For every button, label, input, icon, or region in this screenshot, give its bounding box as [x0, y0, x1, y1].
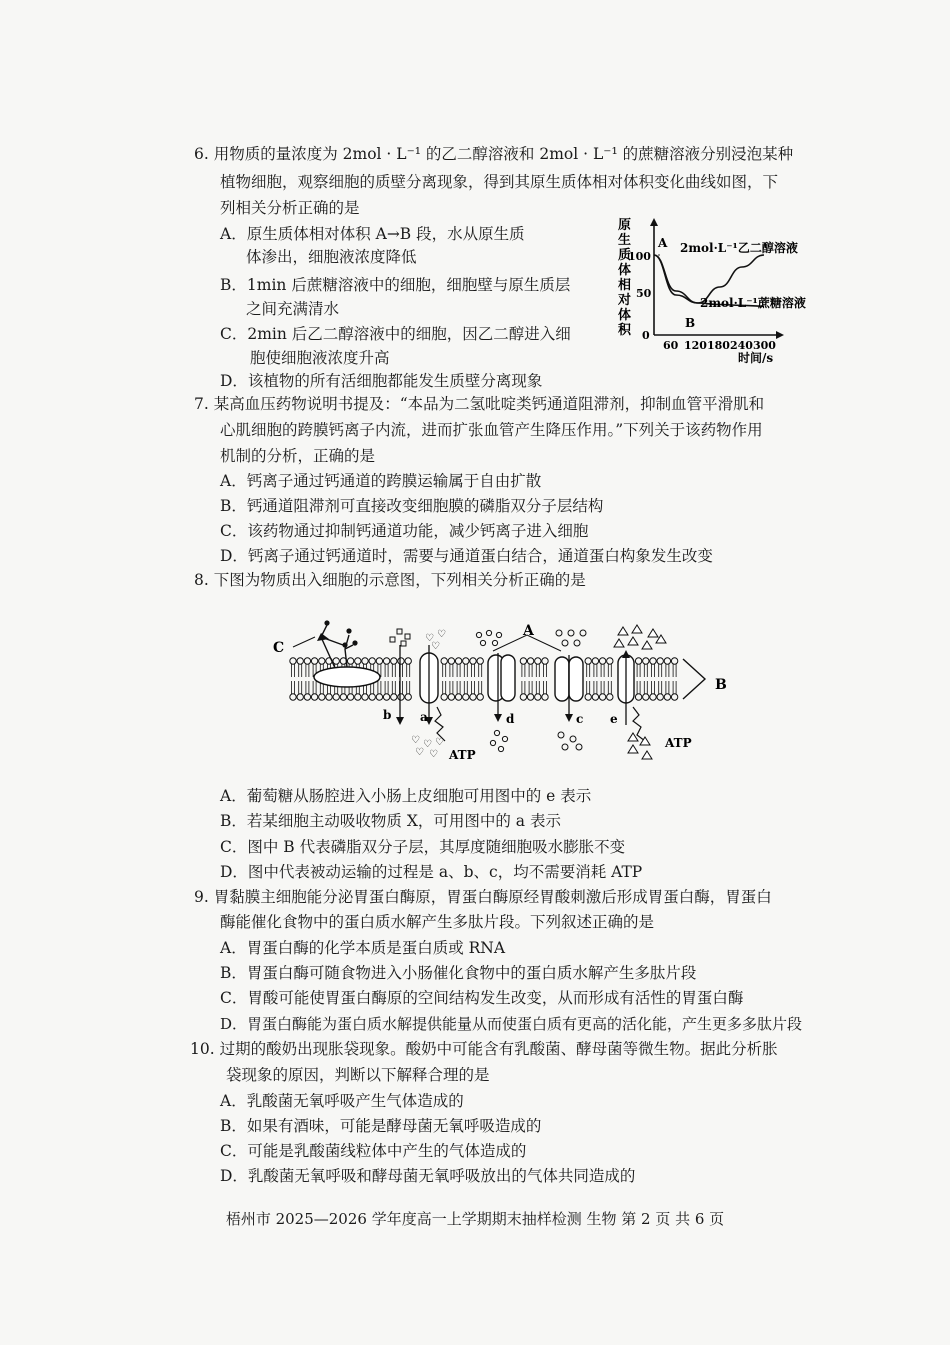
phospholipid-inner [383, 681, 389, 700]
phospholipid-outer [607, 658, 613, 677]
label-a: A [523, 623, 534, 639]
graph-xlabel: 时间/s [738, 351, 774, 365]
atp-label-2: ATP [665, 736, 692, 750]
question-6-stem-line-2: 植物细胞，观察细胞的质壁分离现象，得到其原生质体相对体积变化曲线如图，下 [220, 173, 779, 191]
svg-text:♡: ♡ [437, 629, 446, 640]
svg-text:♡: ♡ [415, 747, 424, 758]
sugar-dot [324, 620, 329, 625]
phospholipid-inner [391, 681, 397, 700]
phospholipid-inner [643, 681, 649, 700]
svg-text:♡: ♡ [411, 735, 420, 746]
solute-flowers-outside-c [556, 630, 586, 646]
phospholipid-outer [650, 658, 656, 677]
sugar-dot [342, 642, 347, 647]
phospholipid-outer [671, 658, 677, 677]
phospholipid-outer [297, 658, 303, 677]
solute-hearts-inside [411, 735, 444, 760]
option-6a-line-2: 体渗出，细胞液浓度降低 [246, 248, 417, 266]
phospholipid-outer [391, 658, 397, 677]
sugar-dot [346, 628, 351, 633]
phospholipid-outer [463, 658, 469, 677]
phospholipid-inner [657, 681, 663, 700]
phospholipid-outer [585, 658, 591, 677]
svg-text:♡: ♡ [423, 739, 432, 750]
phospholipid-inner [297, 681, 303, 700]
phospholipid-outer [448, 658, 454, 677]
question-8-number: 8. [194, 571, 209, 589]
question-6-stem-line-3: 列相关分析正确的是 [220, 199, 360, 217]
volume-curve-graph [610, 215, 830, 365]
phospholipid-outer [304, 658, 310, 677]
phospholipid-inner [398, 681, 404, 700]
phospholipid-inner [664, 681, 670, 700]
graph-ylabel-char: 体 [618, 308, 632, 323]
graph-xtick-label: 300 [753, 339, 776, 352]
phospholipid-outer [405, 658, 411, 677]
graph-xtick-label: 120 [684, 339, 707, 352]
graph-ylabel-char: 相 [618, 278, 632, 293]
phospholipid-inner [592, 681, 598, 700]
solute-flowers-inside-c [558, 732, 582, 750]
phospholipid-inner [470, 681, 476, 700]
protein-channel-d-2 [501, 655, 515, 701]
label-c: C [273, 640, 285, 656]
option-9c: C．胃酸可能使胃蛋白酶原的空间结构发生改变，从而形成有活性的胃蛋白酶 [220, 989, 744, 1007]
option-10b: B．如果有酒味，可能是酵母菌无氧呼吸造成的 [220, 1117, 542, 1135]
phospholipid-inner [607, 681, 613, 700]
phospholipid-inner [304, 681, 310, 700]
phospholipid-outer [643, 658, 649, 677]
solute-triangles-outside-e [614, 625, 666, 649]
phospholipid-outer [635, 658, 641, 677]
graph-xtick-label: 180 [707, 339, 730, 352]
svg-text:♡: ♡ [431, 641, 440, 652]
protein-channel-c-2 [569, 657, 583, 701]
phospholipid-outer [592, 658, 598, 677]
option-6c-line-1: C．2min 后乙二醇溶液中的细胞，因乙二醇进入细 [220, 325, 571, 343]
phospholipid-outer [441, 658, 447, 677]
solute-circles-outside-d [476, 630, 501, 645]
phospholipid-outer [542, 658, 548, 677]
option-7a: A．钙离子通过钙通道的跨膜运输属于自由扩散 [220, 472, 542, 490]
point-b-label: B [685, 316, 696, 330]
option-7b: B．钙通道阻滞剂可直接改变细胞膜的磷脂双分子层结构 [220, 497, 604, 515]
option-6b-line-1: B．1min 后蔗糖溶液中的细胞，细胞壁与原生质层 [220, 276, 571, 294]
graph-ylabel-char: 对 [618, 293, 632, 308]
phospholipid-outer [383, 658, 389, 677]
membrane-transport-diagram [265, 615, 745, 775]
glycoprotein [314, 667, 380, 687]
phospholipid-inner [635, 681, 641, 700]
svg-text:♡: ♡ [425, 633, 434, 644]
atp-label-1: ATP [449, 748, 476, 762]
phospholipid-outer [520, 658, 526, 677]
phospholipid-inner [463, 681, 469, 700]
question-10-stem-line-2: 袋现象的原因，判断以下解释合理的是 [226, 1066, 490, 1084]
option-9a: A．胃蛋白酶的化学本质是蛋白质或 RNA [220, 939, 506, 957]
protein-channel-c [555, 657, 569, 701]
phospholipid-outer [455, 658, 461, 677]
question-10-stem-line-1: 10. 过期的酸奶出现胀袋现象。酸奶中可能含有乳酸菌、酵母菌等微生物。据此分析胀 [190, 1040, 778, 1058]
phospholipid-inner [311, 681, 317, 700]
label-sub-a: a [420, 710, 428, 724]
question-7-stem-line-3: 机制的分析，正确的是 [220, 447, 376, 465]
phospholipid-inner [290, 681, 296, 700]
graph-ylabel-char: 质 [618, 248, 632, 263]
question-9-stem-line-1: 9. 胃黏膜主细胞能分泌胃蛋白酶原，胃蛋白酶原经胃酸刺激后形成胃蛋白酶，胃蛋白 [194, 888, 772, 906]
graph-xtick-label: 240 [730, 339, 753, 352]
solute-hearts-outside [425, 629, 446, 652]
phospholipid-inner [455, 681, 461, 700]
graph-ylabel-char: 体 [618, 263, 632, 278]
phospholipid-inner [448, 681, 454, 700]
question-10-number: 10. [190, 1040, 215, 1058]
label-c-pointer [293, 637, 315, 647]
svg-text:♡: ♡ [435, 737, 444, 748]
series-label-sucrose: 2mol·L⁻¹蔗糖溶液 [700, 296, 806, 310]
phospholipid-inner [376, 681, 382, 700]
question-9-number: 9. [194, 888, 209, 906]
phospholipid-inner [441, 681, 447, 700]
option-6b-line-2: 之间充满清水 [246, 300, 340, 318]
option-8a: A．葡萄糖从肠腔进入小肠上皮细胞可用图中的 e 表示 [220, 787, 592, 805]
phospholipid-inner [520, 681, 526, 700]
solute-circles-inside-d [490, 730, 507, 751]
phospholipid-outer [477, 658, 483, 677]
question-9-stem-line-2: 酶能催化食物中的蛋白质水解产生多肽片段。下列叙述正确的是 [220, 913, 655, 931]
graph-ytick-label: 0 [642, 329, 650, 342]
phospholipid-outer [398, 658, 404, 677]
graph-x-arrow [776, 331, 784, 339]
phospholipid-inner [599, 681, 605, 700]
point-a-label: A [658, 236, 668, 250]
phospholipid-inner [527, 681, 533, 700]
phospholipid-outer [290, 658, 296, 677]
graph-ylabel-char: 原 [618, 218, 632, 233]
option-7d: D．钙离子通过钙通道时，需要与通道蛋白结合，通道蛋白构象发生改变 [220, 547, 713, 565]
graph-xtick-label: 60 [663, 339, 679, 352]
bilayer-brace [683, 659, 705, 699]
question-7-number: 7. [194, 395, 209, 413]
phospholipid-outer [657, 658, 663, 677]
option-8d: D．图中代表被动运输的过程是 a、b、c，均不需要消耗 ATP [220, 863, 643, 881]
label-sub-c: c [576, 712, 584, 726]
phospholipid-outer [470, 658, 476, 677]
phospholipid-inner [585, 681, 591, 700]
option-8b: B．若某细胞主动吸收物质 X，可用图中的 a 表示 [220, 812, 561, 830]
label-sub-d: d [506, 712, 515, 726]
option-10c: C．可能是乳酸菌线粒体中产生的气体造成的 [220, 1142, 527, 1160]
label-sub-e: e [610, 712, 618, 726]
phospholipid-outer [664, 658, 670, 677]
svg-text:♡: ♡ [429, 749, 438, 760]
graph-y-arrow [650, 218, 658, 226]
phospholipid-inner [650, 681, 656, 700]
sugar-dot [352, 640, 357, 645]
option-9d: D．胃蛋白酶能为蛋白质水解提供能量从而使蛋白质有更高的活化能，产生更多多肽片段 [220, 1015, 803, 1033]
option-6c-line-2: 胞使细胞液浓度升高 [250, 349, 390, 367]
option-7c: C．该药物通过抑制钙通道功能，减少钙离子进入细胞 [220, 522, 589, 540]
question-7-stem-line-2: 心肌细胞的跨膜钙离子内流，进而扩张血管产生降压作用。”下列关于该药物作用 [220, 421, 763, 439]
question-6 [194, 142, 793, 166]
option-6a-line-1: A．原生质体相对体积 A→B 段，水从原生质 [220, 225, 525, 243]
graph-ytick-label: 100 [628, 250, 651, 263]
graph-ylabel-char: 积 [618, 323, 632, 338]
question-8-stem-line-1: 8. 下图为物质出入细胞的示意图，下列相关分析正确的是 [194, 571, 586, 589]
page-footer: 梧州市 2025—2026 学年度高一上学期期末抽样检测 生物 第 2 页 共 6 页 [225, 1210, 725, 1228]
option-10a: A．乳酸菌无氧呼吸产生气体造成的 [220, 1092, 464, 1110]
option-8c: C．图中 B 代表磷脂双分子层，其厚度随细胞吸水膨胀不变 [220, 838, 626, 856]
option-6d: D．该植物的所有活细胞都能发生质壁分离现象 [220, 372, 543, 390]
label-sub-b: b [383, 708, 392, 722]
graph-yticks [628, 250, 652, 342]
graph-ylabel-char: 生 [618, 233, 632, 248]
phospholipid-inner [405, 681, 411, 700]
phospholipid-inner [671, 681, 677, 700]
phospholipid-outer [527, 658, 533, 677]
phospholipid-inner [477, 681, 483, 700]
phospholipid-inner [535, 681, 541, 700]
question-6-number: 6. [194, 145, 209, 163]
question-6-stem-line-1: 6. 用物质的量浓度为 2mol · L⁻¹ 的乙二醇溶液和 2mol · L⁻¹ 的蔗糖溶液分别浸泡某种 [194, 145, 794, 163]
label-b: B [715, 677, 727, 693]
option-10d: D．乳酸菌无氧呼吸和酵母菌无氧呼吸放出的气体共同造成的 [220, 1167, 636, 1185]
phospholipid-inner [542, 681, 548, 700]
graph-ytick-label: 50 [636, 287, 652, 300]
solute-squares-outside [390, 629, 410, 646]
atp-squiggle-a [435, 707, 445, 741]
option-9b: B．胃蛋白酶可随食物进入小肠催化食物中的蛋白质水解产生多肽片段 [220, 964, 697, 982]
series-label-ethylene-glycol: 2mol·L⁻¹乙二醇溶液 [680, 241, 798, 255]
phospholipid-outer [535, 658, 541, 677]
question-7-stem-line-1: 7. 某高血压药物说明书提及：“本品为二氢吡啶类钙通道阻滞剂，抑制血管平滑肌和 [194, 395, 765, 413]
phospholipid-outer [599, 658, 605, 677]
